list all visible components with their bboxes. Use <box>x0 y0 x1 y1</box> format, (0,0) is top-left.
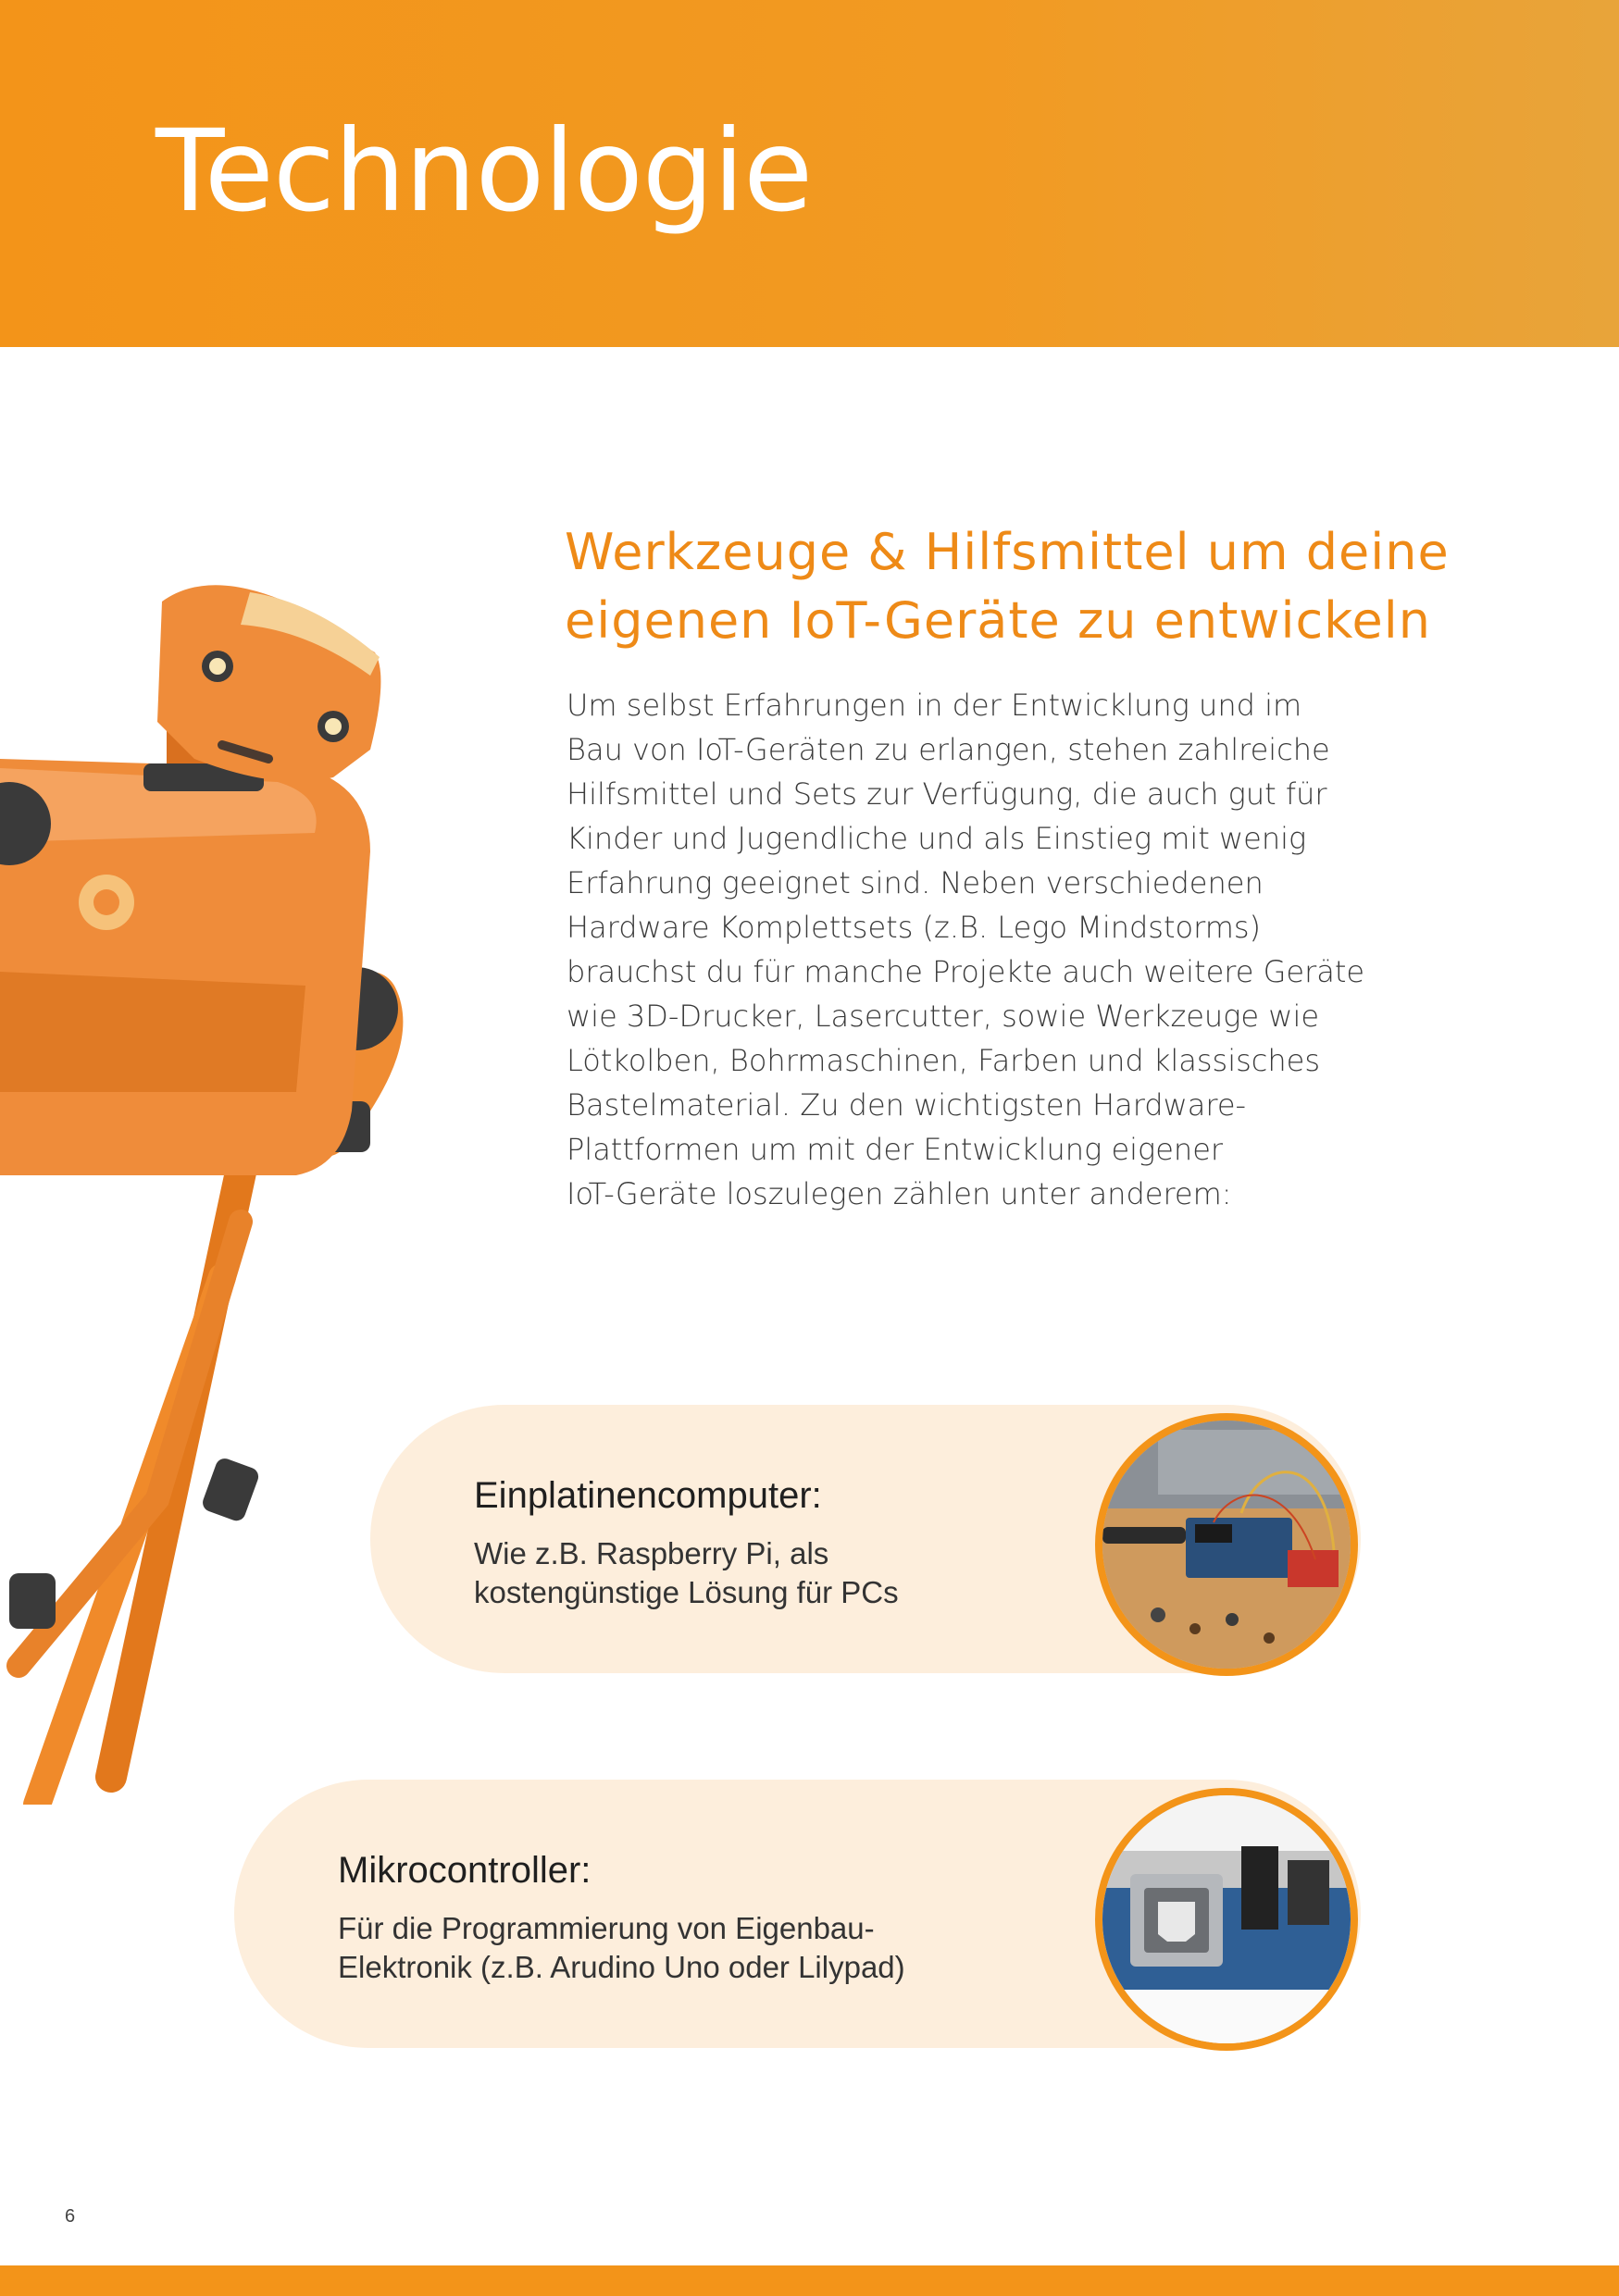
card-title: Einplatinencomputer: <box>474 1475 822 1516</box>
body-line: Plattformen um mit der Entwicklung eigener <box>567 1132 1224 1167</box>
page-title: Technologie <box>156 105 813 237</box>
usb-port-photo <box>1095 1788 1358 2051</box>
card-desc-line: Für die Programmierung von Eigenbau- <box>338 1911 875 1945</box>
body-line: brauchst du für manche Projekte auch weitere Geräte <box>567 954 1365 989</box>
section-heading <box>565 518 1527 655</box>
card-desc-line: Wie z.B. Raspberry Pi, als <box>474 1536 829 1570</box>
body-line: IoT-Geräte loszulegen zählen unter anderem: <box>567 1176 1232 1211</box>
body-line: Lötkolben, Bohrmaschinen, Farben und klassisches <box>567 1043 1320 1078</box>
robot-illustration <box>0 574 426 1805</box>
page-number: 6 <box>65 2206 76 2227</box>
header-band <box>0 0 1619 347</box>
body-line: wie 3D-Drucker, Lasercutter, sowie Werkzeuge wie <box>567 999 1320 1034</box>
body-line: Erfahrung geeignet sind. Neben verschiedenen <box>567 865 1264 900</box>
breadboard-photo <box>1095 1413 1358 1676</box>
body-line: Um selbst Erfahrungen in der Entwicklung und im <box>567 688 1302 723</box>
card-description <box>474 1534 899 1612</box>
heading-line: eigenen IoT-Geräte zu entwickeln <box>565 591 1431 650</box>
body-line: Bastelmaterial. Zu den wichtigsten Hardware- <box>567 1087 1247 1123</box>
footer-band <box>0 2265 1619 2296</box>
card-desc-line: Elektronik (z.B. Arudino Uno oder Lilypad) <box>338 1950 905 1984</box>
body-line: Hardware Komplettsets (z.B. Lego Mindstorms) <box>567 910 1262 945</box>
body-line: Kinder und Jugendliche und als Einstieg mit wenig <box>567 821 1307 856</box>
card-description <box>338 1909 905 1987</box>
body-paragraph <box>567 683 1437 1216</box>
card-desc-line: kostengünstige Lösung für PCs <box>474 1575 899 1609</box>
card-title: Mikrocontroller: <box>338 1850 592 1891</box>
body-line: Bau von IoT-Geräten zu erlangen, stehen zahlreiche <box>567 732 1330 767</box>
body-line: Hilfsmittel und Sets zur Verfügung, die auch gut für <box>567 776 1327 812</box>
heading-line: Werkzeuge & Hilfsmittel um deine <box>565 523 1450 581</box>
